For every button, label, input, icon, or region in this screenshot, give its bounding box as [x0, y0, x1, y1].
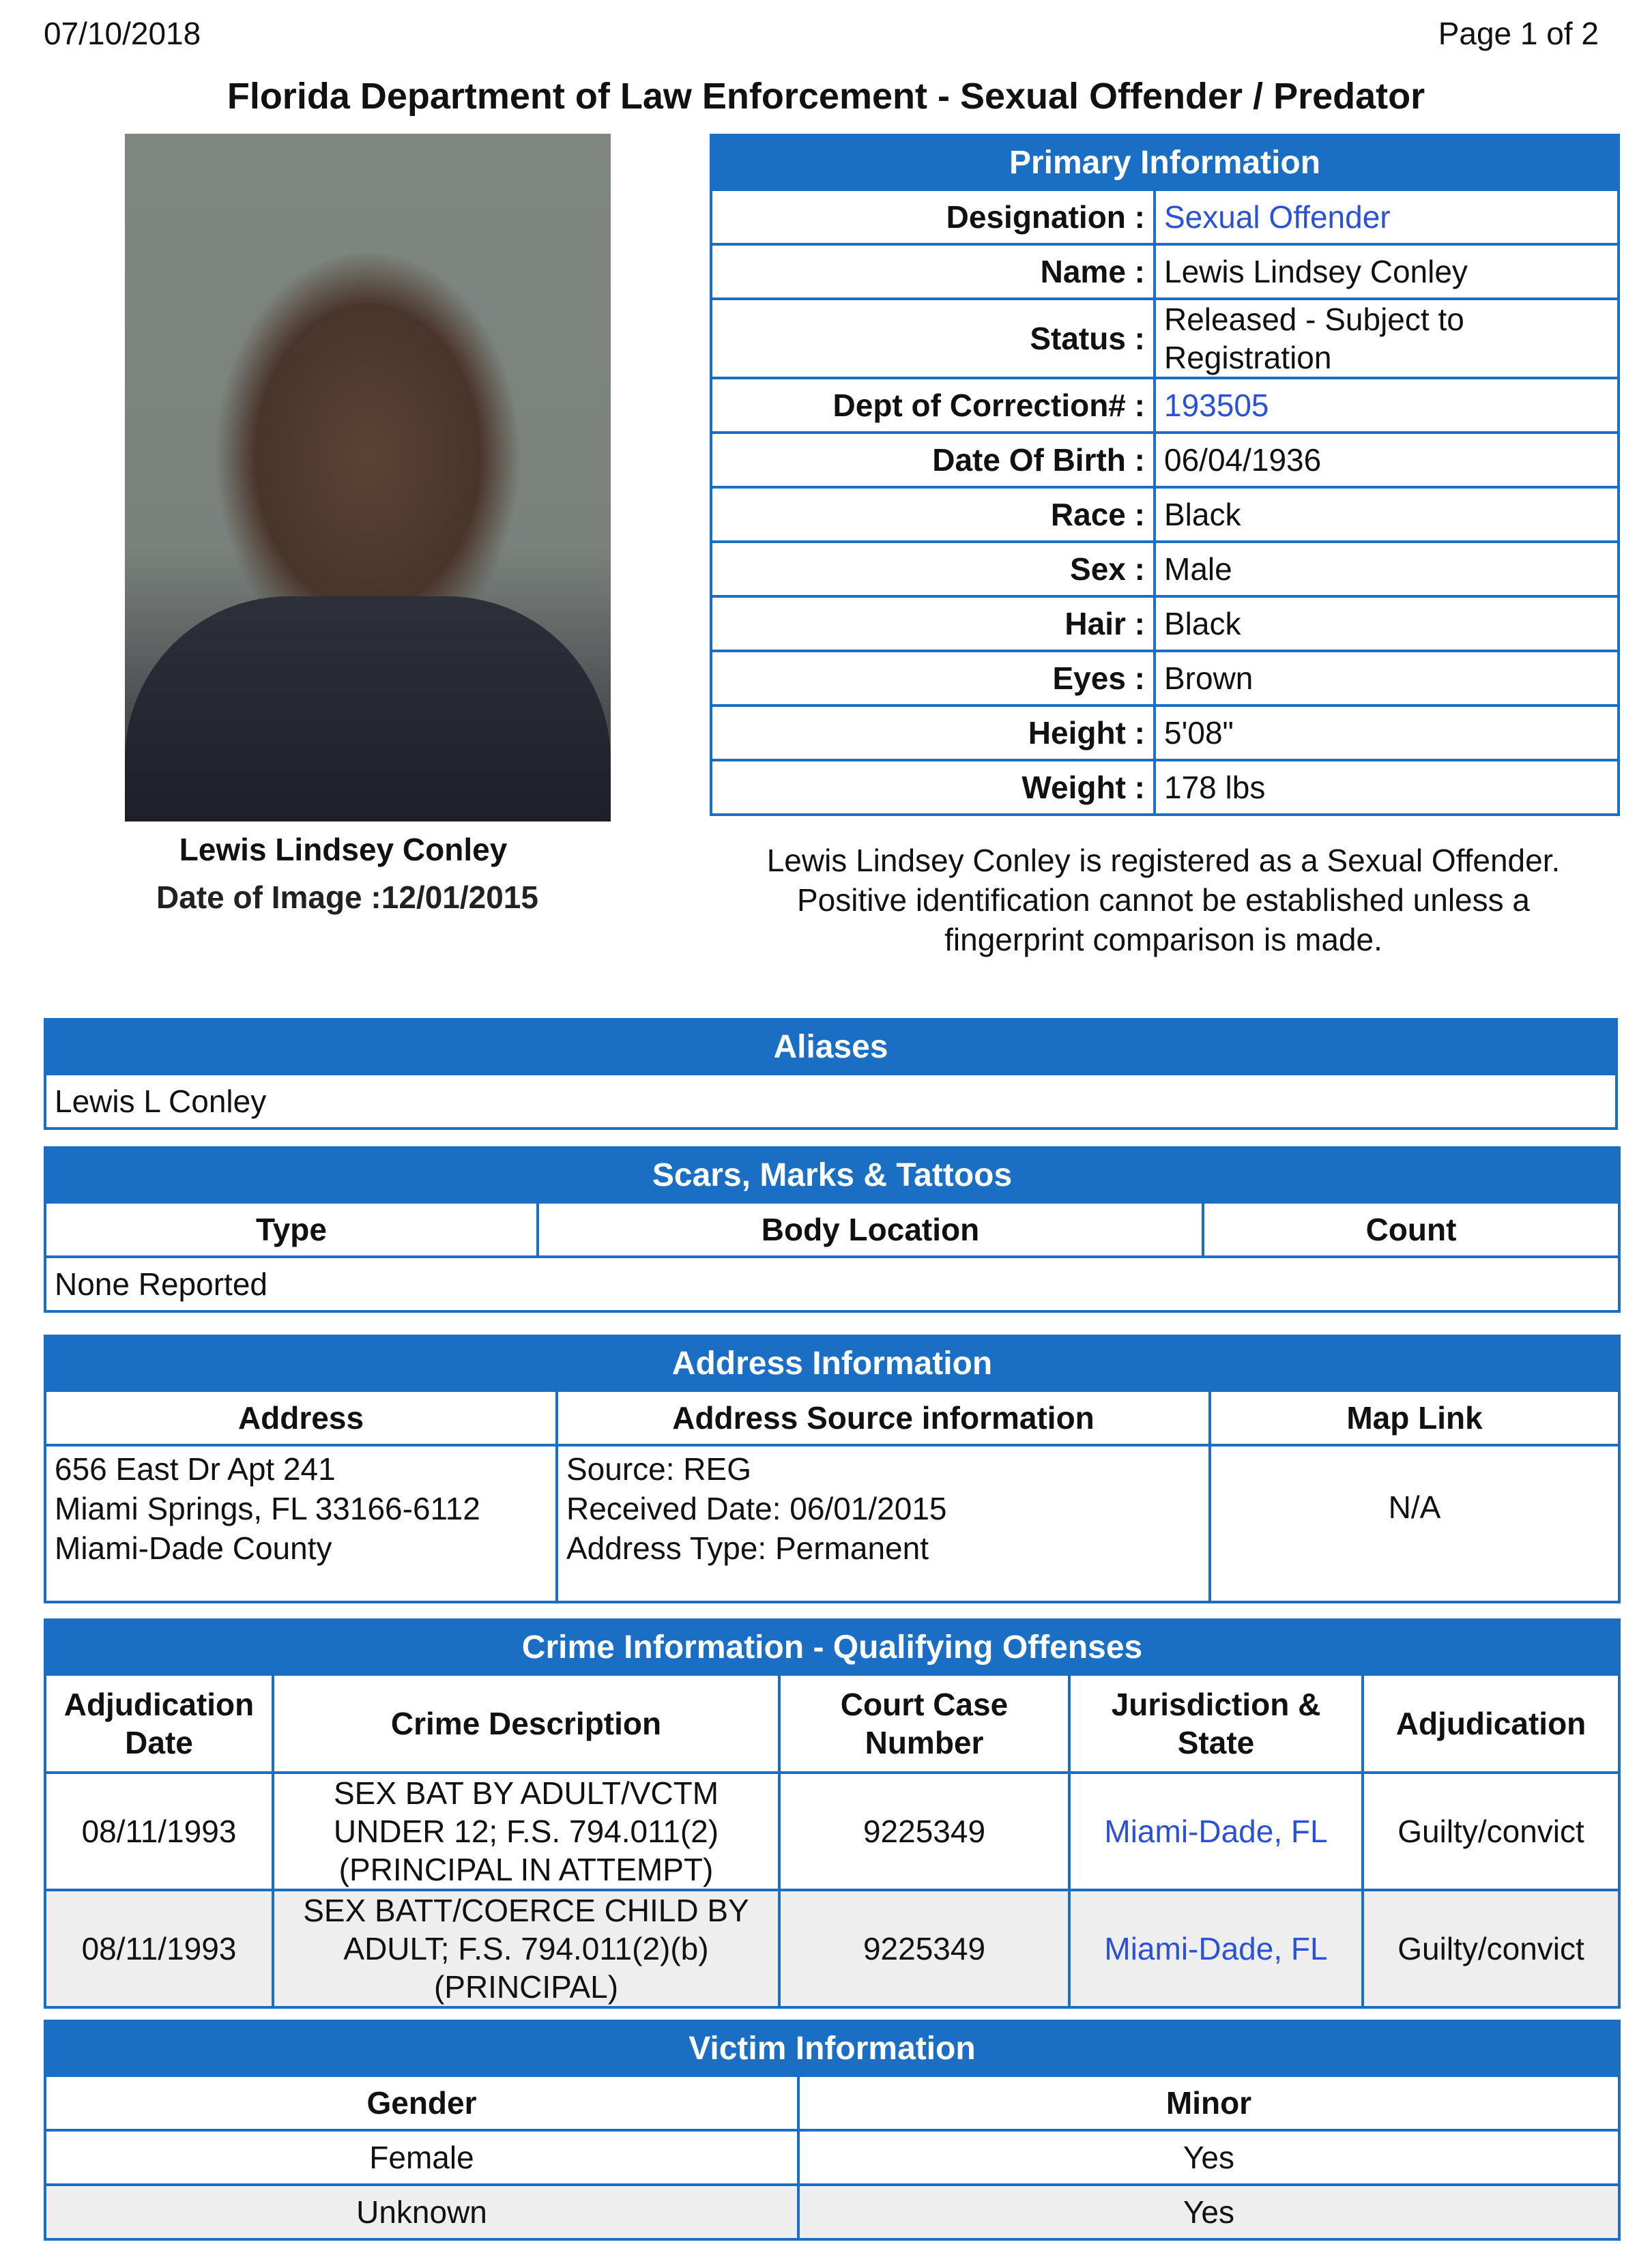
- date-of-image-value: 12/01/2015: [381, 879, 538, 915]
- height-row: [711, 706, 1619, 760]
- name-row: [711, 244, 1619, 299]
- address-cell: [45, 1445, 557, 1602]
- address-table: [44, 1335, 1621, 1603]
- eyes-row: [711, 651, 1619, 706]
- crime-col-date: Adjudication Date: [45, 1674, 273, 1773]
- victim-row: [45, 2130, 1619, 2185]
- smt-col-type: Type: [45, 1202, 538, 1257]
- date-of-image-label: Date of Image :: [156, 879, 381, 915]
- designation-label: Designation :: [711, 190, 1155, 244]
- address-line-1: 656 East Dr Apt 241: [55, 1451, 336, 1487]
- crime-jurisdiction-link[interactable]: Miami-Dade, FL: [1069, 1773, 1363, 1890]
- crime-jurisdiction-link[interactable]: Miami-Dade, FL: [1069, 1890, 1363, 2007]
- weight-value: 178 lbs: [1155, 760, 1619, 815]
- doc-row: [711, 378, 1619, 433]
- crime-date: 08/11/1993: [45, 1773, 273, 1890]
- offender-photo: [125, 134, 611, 822]
- address-heading: Address Information: [45, 1336, 1619, 1391]
- address-type: Address Type: Permanent: [566, 1530, 929, 1566]
- notice-line-3: fingerprint comparison is made.: [944, 922, 1382, 957]
- victim-gender: Female: [45, 2130, 798, 2185]
- height-value: 5'08": [1155, 706, 1619, 760]
- designation-link[interactable]: Sexual Offender: [1155, 190, 1619, 244]
- race-row: [711, 487, 1619, 542]
- address-source-cell: [557, 1445, 1210, 1602]
- page-title: Florida Department of Law Enforcement - Sexual Offender / Predator: [227, 76, 1425, 117]
- dob-value: 06/04/1936: [1155, 433, 1619, 487]
- smt-table: [44, 1146, 1621, 1313]
- crime-case-number: 9225349: [779, 1890, 1069, 2007]
- notice-line-1: Lewis Lindsey Conley is registered as a Sexual Offender.: [766, 843, 1561, 878]
- alias-value: Lewis L Conley: [45, 1074, 1617, 1129]
- crime-col-jurisdiction: Jurisdiction & State: [1069, 1674, 1363, 1773]
- crime-description: SEX BATT/COERCE CHILD BY ADULT; F.S. 794.011(2)(b) (PRINCIPAL): [273, 1890, 779, 2007]
- doc-label: Dept of Correction# :: [711, 378, 1155, 433]
- victim-col-minor: Minor: [798, 2076, 1619, 2130]
- crime-description: SEX BAT BY ADULT/VCTM UNDER 12; F.S. 794.011(2) (PRINCIPAL IN ATTEMPT): [273, 1773, 779, 1890]
- crime-table: [44, 1618, 1621, 2009]
- address-line-2: Miami Springs, FL 33166-6112: [55, 1491, 480, 1526]
- hair-row: [711, 596, 1619, 651]
- sex-label: Sex :: [711, 542, 1155, 596]
- crime-adjudication: Guilty/convict: [1363, 1773, 1619, 1890]
- address-source: Source: REG: [566, 1451, 751, 1487]
- photo-caption-name: Lewis Lindsey Conley: [179, 832, 508, 867]
- victim-minor: Yes: [798, 2130, 1619, 2185]
- weight-label: Weight :: [711, 760, 1155, 815]
- crime-date: 08/11/1993: [45, 1890, 273, 2007]
- crime-col-adjudication: Adjudication: [1363, 1674, 1619, 1773]
- notice-line-2: Positive identification cannot be established unless a: [796, 882, 1530, 918]
- dob-label: Date Of Birth :: [711, 433, 1155, 487]
- sex-row: [711, 542, 1619, 596]
- crime-heading: Crime Information - Qualifying Offenses: [45, 1620, 1619, 1674]
- height-label: Height :: [711, 706, 1155, 760]
- address-line-3: Miami-Dade County: [55, 1530, 332, 1566]
- address-col-address: Address: [45, 1391, 557, 1445]
- status-row: [711, 299, 1619, 378]
- victim-table: [44, 2020, 1621, 2241]
- primary-information-heading: Primary Information: [711, 135, 1619, 190]
- print-date: 07/10/2018: [44, 16, 201, 51]
- sex-value: Male: [1155, 542, 1619, 596]
- victim-col-gender: Gender: [45, 2076, 798, 2130]
- hair-label: Hair :: [711, 596, 1155, 651]
- crime-row: [45, 1890, 1619, 2007]
- address-col-map: Map Link: [1210, 1391, 1619, 1445]
- page-number: Page 1 of 2: [1438, 16, 1599, 51]
- crime-case-number: 9225349: [779, 1773, 1069, 1890]
- smt-heading: Scars, Marks & Tattoos: [45, 1148, 1619, 1202]
- aliases-heading: Aliases: [45, 1019, 1617, 1074]
- victim-minor: Yes: [798, 2185, 1619, 2239]
- crime-adjudication: Guilty/convict: [1363, 1890, 1619, 2007]
- address-received-date: Received Date: 06/01/2015: [566, 1491, 947, 1526]
- weight-row: [711, 760, 1619, 815]
- status-label: Status :: [711, 299, 1155, 378]
- doc-number-link[interactable]: 193505: [1155, 378, 1619, 433]
- primary-information-table: [710, 134, 1620, 816]
- crime-col-case: Court Case Number: [779, 1674, 1069, 1773]
- designation-row: [711, 190, 1619, 244]
- victim-heading: Victim Information: [45, 2021, 1619, 2076]
- name-value: Lewis Lindsey Conley: [1155, 244, 1619, 299]
- identification-notice: [710, 841, 1617, 959]
- victim-row: [45, 2185, 1619, 2239]
- status-value: Released - Subject to Registration: [1155, 299, 1619, 378]
- dob-row: [711, 433, 1619, 487]
- eyes-label: Eyes :: [711, 651, 1155, 706]
- hair-value: Black: [1155, 596, 1619, 651]
- name-label: Name :: [711, 244, 1155, 299]
- victim-gender: Unknown: [45, 2185, 798, 2239]
- photo-caption-date: [125, 879, 570, 916]
- smt-col-location: Body Location: [538, 1202, 1203, 1257]
- eyes-value: Brown: [1155, 651, 1619, 706]
- photo-shirt: [125, 596, 611, 822]
- aliases-table: [44, 1018, 1618, 1130]
- race-label: Race :: [711, 487, 1155, 542]
- race-value: Black: [1155, 487, 1619, 542]
- smt-empty: None Reported: [45, 1257, 1619, 1311]
- address-col-source: Address Source information: [557, 1391, 1210, 1445]
- map-link-cell: N/A: [1210, 1445, 1619, 1602]
- smt-col-count: Count: [1203, 1202, 1619, 1257]
- crime-col-description: Crime Description: [273, 1674, 779, 1773]
- crime-row: [45, 1773, 1619, 1890]
